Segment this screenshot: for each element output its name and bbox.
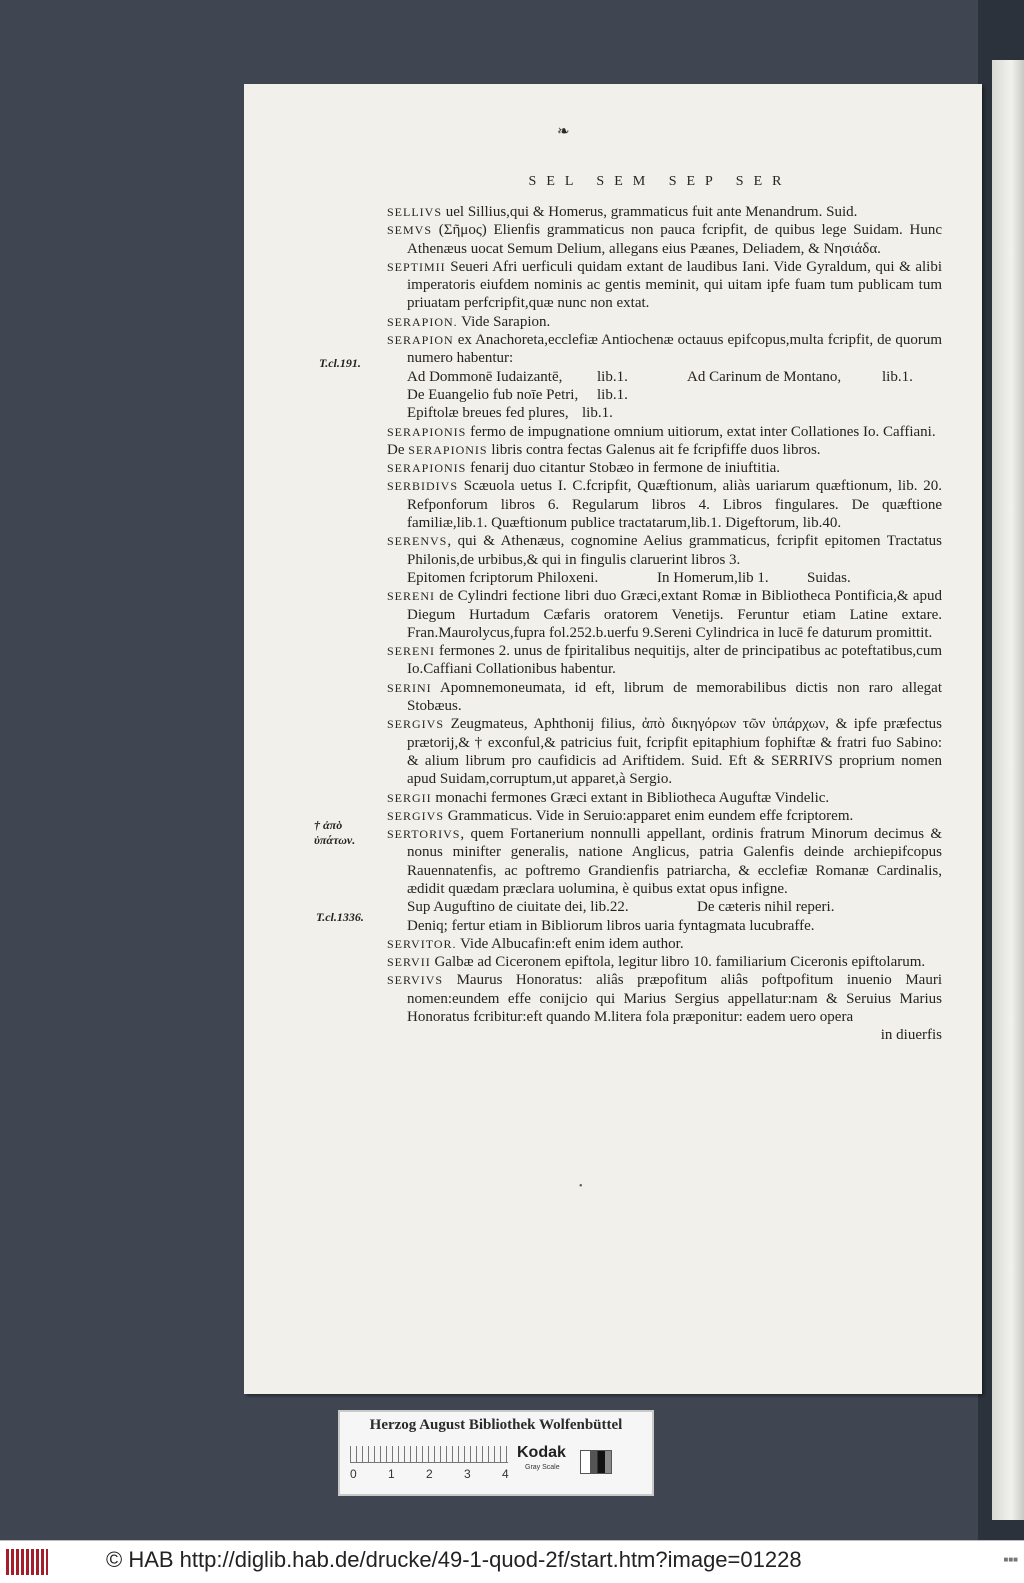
kodak-sub-label: Gray Scale — [525, 1464, 560, 1471]
entries-column — [387, 203, 942, 1045]
entry-sereni-1: SERENI de Cylindri fectione libri duo Græci,extant Romæ in Bibliotheca Pontificia,& apud Diegum Hurtadum Cæfaris oratorem Venetijs. Feruntur etiam Latine extare. Fran.Maurolycus,fupra fol.252.b.uerfu 9.Sereni Cylindrica in lucē fe daturum promittit. — [387, 588, 942, 641]
margin-note-2: † ἀπὸ ὑπάτων. — [314, 818, 356, 847]
works-row: Epiftolæ breues fed plures, lib.1. — [407, 405, 613, 422]
running-head: SEL SEM SEP SER — [528, 174, 792, 189]
catchword: in diuerfis — [880, 1027, 942, 1044]
entry-servius: SERVIVS Maurus Honoratus: aliâs præpofitum aliâs poftpofitum inuenio Mauri nomen:eundem effe conijcio qui Marius Sergius appellatur:nam & Seruius Marius Honoratus fcribitur:eft quando M.litera fola præponitur: eadem uero opera — [387, 972, 942, 1026]
margin-note-1: T.cl.191. — [319, 356, 361, 370]
kodak-label: Kodak — [517, 1444, 566, 1461]
sertorius-note: Deniq; fertur etiam in Bibliorum libros uaria fyntagmata lucubraffe. — [407, 917, 815, 934]
margin-note-3: T.cl.1336. — [316, 910, 364, 924]
scanned-page — [244, 84, 982, 1394]
works-row: Sup Auguftino de ciuitate dei, lib.22. De cæteris nihil reperi. — [407, 899, 835, 916]
entry-servii: SERVII Galbæ ad Ciceronem epiftola, legitur libro 10. familiarium Ciceronis epiftolarum. — [387, 954, 926, 971]
ink-dot: • — [579, 1181, 583, 1192]
ruler-scale — [350, 1446, 508, 1463]
entry-sergius-2: SERGIVS Grammaticus. Vide in Seruio:apparet enim eundem effe fcriptorem. — [387, 807, 854, 824]
works-row: Ad Dommonē Iudaizantē, lib.1. Ad Carinum de Montano, lib.1. — [407, 368, 913, 385]
entry-serapionis-2: De SERAPIONIS libris contra fectas Galenus ait fe fcripfiffe duos libros. — [387, 441, 821, 458]
entry-serapion-ref: SERAPION. Vide Sarapion. — [387, 313, 551, 330]
gray-scale-swatch — [580, 1450, 612, 1474]
entry-serenus: SERENVS, qui & Athenæus, cognomine Aelius grammaticus, fcripfit epitomen Tractatus Philonis,de urbibus,& qui in fingulis claruerint libros 3. — [387, 533, 942, 568]
entry-servitor: SERVITOR. Vide Albucafin:eft enim idem author. — [387, 935, 684, 952]
entry-serbidius: SERBIDIVS Scæuola uetus I. C.fcripfit, Quæftionum, aliàs uariarum quæftionum, lib. 20. Refponforum libros 6. Regularum libros 4. Libros fingulares. De quæftione familiæ,lib.1. Quæftionum publice tractatarum,lib.1. Digeftorum, lib.40. — [387, 478, 942, 532]
calibration-title: Herzog August Bibliothek Wolfenbüttel — [369, 1417, 623, 1433]
calibration-card: Herzog August Bibliothek Wolfenbüttel 0 1 2 3 4 Kodak Gray Scale — [338, 1410, 654, 1496]
works-row: De Euangelio fub noīe Petri, lib.1. — [407, 386, 628, 403]
footer-url[interactable]: © HAB http://diglib.hab.de/drucke/49-1-quod-2f/start.htm?image=01228 — [106, 1547, 802, 1572]
entry-sertorius: SERTORIVS, quem Fortanerium nonnulli appellant, ordinis fratrum Minorum decimus & nonus minifter generalis, natione Anglicus, patria Galenfis deinde archiepifcopus Rauennatenfis, ac poftremo Grandienfis patriarcha, & ecclefiæ Romanæ Cardinalis, ædidit quædam præclara uolumina, è quibus extat opus infigne. — [387, 826, 942, 897]
entry-sergius-1: SERGIVS Zeugmateus, Aphthonij filius, ἀπὸ δικηγόρων τῶν ὑπάρχων, & ipfe præfectus prætorij,& † exconful,& patricius fuit, fcripfit epitaphium fophiftæ & fratri fuo Sabino: & alium librum pro caufidicis ad Ariftidem. Suid. Eft & SERRIVS proprium nomen apud Suidam,corruptum,ut apparet,à Sergio. — [387, 716, 942, 788]
adjacent-page-edge — [992, 60, 1024, 1520]
footer-mark: ■■■ — [1003, 1555, 1018, 1564]
entry-serini: SERINI Apomnemoneumata, id eft, librum de memorabilibus dictis non raro allegat Stobæus. — [387, 679, 942, 715]
entry-sergii: SERGII monachi fermones Græci extant in Bibliotheca Auguftæ Vindelic. — [387, 789, 830, 806]
entry-serapion: SERAPION ex Anachoreta,ecclefiæ Antiochenæ octauus epifcopus,multa fcripfit, de quorum numero habentur: — [387, 332, 942, 367]
entry-sellius: SELLIVS uel Sillius,qui & Homerus, grammaticus fuit ante Menandrum. Suid. — [387, 204, 858, 220]
hab-logo-icon — [6, 1549, 48, 1575]
entry-sereni-2: SERENI fermones 2. unus de fpiritalibus nequitijs, alter de principatibus ac poteftatibus,cum Io.Caffiani Collationibus habentur. — [387, 643, 942, 678]
entry-semus: SEMVS (Σῆμος) Elienfis grammaticus non pauca fcripfit, de quibus lege Suidam. Hunc Athenæus uocat Semum Delium, allegans eius Pæanes, Deliadem, & Νησιάδα. — [387, 222, 942, 257]
ornament-icon: ❧ — [557, 124, 570, 140]
entry-septimii: SEPTIMII Seueri Afri uerficuli quidam extant de laudibus Iani. Vide Gyraldum, qui & alibi imperatoris eiufdem nominis ac gentis meminit, qui uitam ipfe fuam tum publicam tum priuatam perfcripfit,quæ nunc non extat. — [387, 258, 942, 312]
works-row: Epitomen fcriptorum Philoxeni. In Homerum,lib 1. Suidas. — [407, 569, 851, 586]
entry-serapionis-1: SERAPIONIS fermo de impugnatione omnium uitiorum, extat inter Collationes Io. Caffiani. — [387, 423, 936, 440]
entry-serapionis-3: SERAPIONIS fenarij duo citantur Stobæo in fermone de iniuftitia. — [387, 460, 781, 477]
footer-bar — [0, 1540, 1024, 1583]
